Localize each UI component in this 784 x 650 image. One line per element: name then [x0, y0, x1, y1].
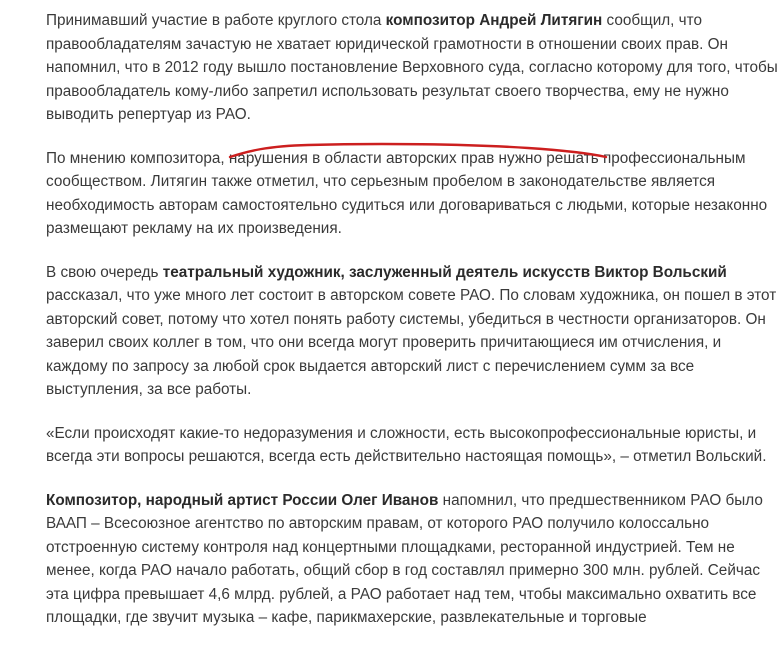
paragraph-litiagin-opinion — [46, 147, 782, 241]
paragraph-volsky-intro — [46, 261, 782, 402]
paragraph-litiagin-intro — [46, 9, 782, 127]
p4-text: «Если происходят какие-то недоразумения и сложности, есть высокопрофессиональные юристы, и всегда эти вопросы решаются, всегда есть действительно настоящая помощь», – отметил Вольский. — [46, 424, 767, 465]
p3-text-rest: рассказал, что уже много лет состоит в авторском совете РАО. По словам художника, он пошел в этот авторский совет, потому что хотел понять работу системы, убедиться в честности организаторов. Он заверил своих коллег в том, что они всегда могут проверить причитающиеся им отчисления, и каждому по запросу за любой срок выдается авторский лист с перечислением сумм за все выступления, за все работы. — [46, 287, 777, 398]
p5-text-rest: напомнил, что предшественником РАО было ВААП – Всесоюзное агентство по авторским правам, от которого РАО получило колоссально отстроенную систему контроля над концертными площадками, ресторанной индустрией. Тем не менее, когда РАО начало работать, общий сбор в год составлял примерно 300 млн. рублей. Сейчас эта цифра превышает 4,6 млрд. рублей, а РАО работает над тем, чтобы максимально охватить все площадки, где звучит музыка – кафе, парикмахерские, развлекательные и торговые — [46, 491, 763, 626]
p1-text-rest: сообщил, что правообладателям зачастую не хватает юридической грамотности в отношении своих прав. Он напомнил, что в 2012 году вышло постановление Верховного суда, согласно которому для того, чтобы правообладатель кому-либо запретил использовать результат своего творчества, ему не нужно выводить репертуар из РАО. — [46, 12, 778, 123]
paragraph-ivanov — [46, 489, 782, 630]
p1-text-start: Принимавший участие в работе круглого стола — [46, 12, 386, 29]
p3-bold-name: театральный художник, заслуженный деятель искусств Виктор Вольский — [162, 263, 727, 281]
p3-text-start: В свою очередь — [46, 263, 163, 281]
p5-bold-name: Композитор, народный артист России Олег Иванов — [46, 491, 439, 509]
p2-text: По мнению композитора, нарушения в области авторских прав нужно решать профессиональным сообществом. Литягин также отметил, что серьезным пробелом в законодательстве является необходимость авторам самостоятельно судиться или договариваться с людьми, которые незаконно размещают рекламу на их произведения. — [46, 149, 768, 237]
p1-bold-name: композитор Андрей Литягин — [385, 12, 603, 29]
paragraph-volsky-quote — [46, 422, 782, 469]
article-body — [46, 9, 782, 650]
